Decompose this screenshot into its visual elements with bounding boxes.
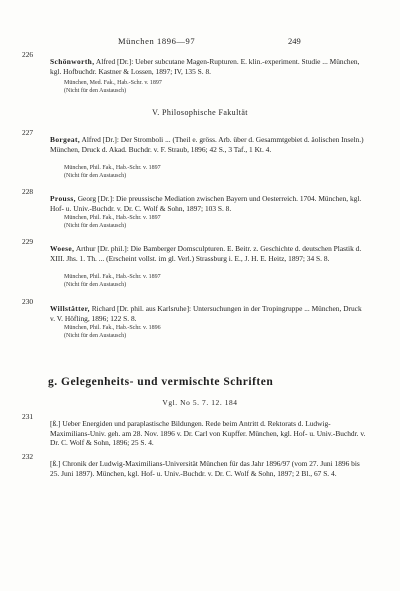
entry-author: Willstätter,	[50, 304, 90, 314]
entry-text	[50, 135, 368, 154]
entry-number: 231	[22, 412, 34, 421]
entry-text	[50, 244, 368, 263]
entry-author: Borgeat,	[50, 135, 81, 145]
entry-meta-line: (Nicht für den Austausch)	[64, 172, 127, 179]
entry-meta-line: (Nicht für den Austausch)	[64, 281, 127, 288]
entry-description: Arthur [Dr. phil.]: Die Bamberger Domsculpturen. E. Beitr. z. Geschichte d. deutschen Plastik d. XIII. Jhs. 1. Th. ... (Erscheint vollst. im gl. Verl.) Strassburg i. E., J. H. E. Heitz, 1897; 34 S. 8.	[50, 244, 362, 263]
entry-author: Schönworth,	[50, 57, 95, 67]
entry-description: Richard [Dr. phil. aus Karlsruhe]: Untersuchungen in der Tropingruppe ... München, Druck v. V. Höfling, 1896; 122 S. 8.	[50, 304, 362, 323]
entry-number: 230	[22, 297, 34, 306]
entry-number: 232	[22, 452, 34, 461]
page-number: 249	[288, 36, 301, 46]
entry-description: Georg [Dr.]: Die preussische Mediation zwischen Bayern und Oesterreich. 1704. München, kgl. Hof- u. Univ.-Buchdr. v. Dr. C. Wolf & Sohn, 1897; 103 S. 8.	[50, 194, 362, 213]
entry-meta-line: München, Phil. Fak., Hab.-Schr. v. 1897	[64, 215, 161, 221]
running-title: München 1896—97	[118, 36, 196, 46]
section-heading: V. Philosophische Fakultät	[152, 108, 248, 117]
cross-reference: Vgl. No 5. 7. 12. 184	[162, 398, 238, 407]
entry-meta-line: München, Phil. Fak., Hab.-Schr. v. 1897	[64, 274, 161, 280]
entry-number: 229	[22, 237, 34, 246]
section-heading-g: g. Gelegenheits- und vermischte Schriften	[48, 376, 274, 388]
entry-text	[50, 304, 368, 323]
entry-meta-line: (Nicht für den Austausch)	[64, 222, 127, 229]
entry-text: [ß.] Ueber Energiden und paraplastische Bildungen. Rede beim Antritt d. Rektorats d. Ludwig-Maximilians-Univ. geh. am 28. Nov. 1896 v. Dr. Carl von Kupffer. München, kgl. Hof- u. Univ.-Buchdr. v. Dr. C. Wolf & Sohn, 1896; 25 S. 4.	[50, 419, 366, 448]
entry-text	[50, 194, 368, 213]
entry-text: [ß.] Chronik der Ludwig-Maximilians-Universität München für das Jahr 1896/97 (vom 27. Juni 1896 bis 25. Juni 1897). München, kgl. Hof- u. Univ.-Buchdr. v. Dr. C. Wolf & Sohn, 1897; 2 Bl., 67 S. 4.	[50, 459, 360, 478]
entry-meta-line: (Nicht für den Austausch)	[64, 87, 127, 94]
entry-number: 228	[22, 187, 34, 196]
entry-description: Alfred [Dr.]: Der Stromboli ... (Theil e. gröss. Arb. über d. Gesammtgebiet d. äolischen Inseln.) München, Druck d. Akad. Buchdr. v. F. Straub, 1896; 42 S., 3 Taf., 1 Kt. 4.	[50, 135, 364, 154]
entry-number: 227	[22, 128, 34, 137]
entry-author: Prouss,	[50, 194, 76, 204]
entry-author: Woese,	[50, 244, 75, 254]
entry-text	[50, 57, 368, 76]
entry-meta-line: München, Phil. Fak., Hab.-Schr. v. 1897	[64, 165, 161, 171]
entry-meta-line: (Nicht für den Austausch)	[64, 332, 127, 339]
entry-number: 226	[22, 50, 34, 59]
entry-meta-line: München, Med. Fak., Hab.-Schr. v. 1897	[64, 80, 162, 86]
entry-description: Alfred [Dr.]: Ueber subcutane Magen-Rupturen. E. klin.-experiment. Studie ... München, kgl. Hofbuchdr. Kastner & Lossen, 1897; IV, 135 S. 8.	[50, 57, 360, 76]
entry-meta-line: München, Phil. Fak., Hab.-Schr. v. 1896	[64, 325, 161, 331]
